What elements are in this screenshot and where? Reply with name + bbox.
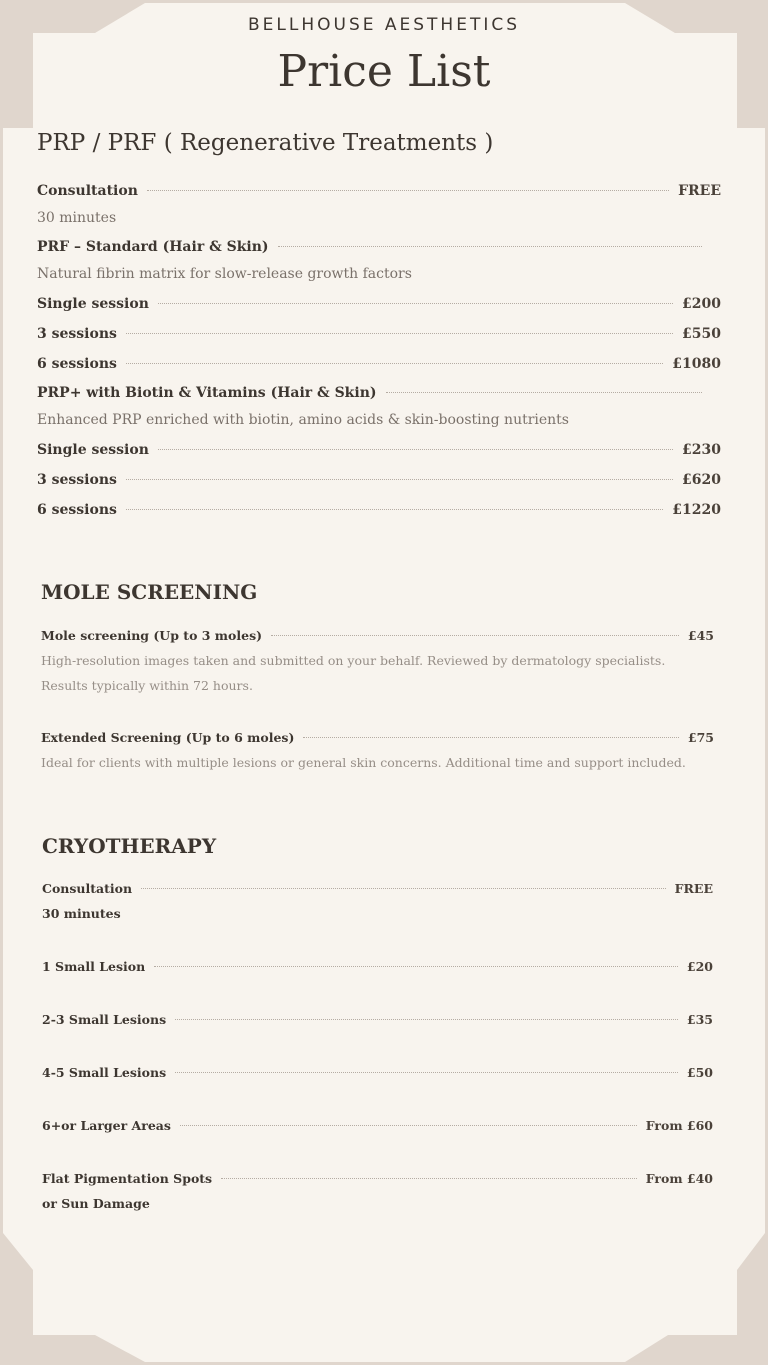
dotted-leader (175, 1072, 678, 1073)
price-row-prp-plus (37, 385, 711, 401)
dotted-leader (154, 966, 678, 967)
item-name: Consultation (42, 881, 133, 896)
item-name: PRP+ with Biotin & Vitamins (Hair & Skin) (37, 385, 377, 401)
page-title: Price List (277, 46, 491, 97)
item-description: Enhanced PRP enriched with biotin, amino acids & skin-boosting nutrients (37, 412, 569, 428)
dotted-leader (175, 1019, 678, 1020)
item-price: From £60 (645, 1118, 713, 1133)
section-title-cryo: CRYOTHERAPY (42, 834, 217, 858)
item-price: £50 (686, 1065, 713, 1080)
price-row-cryo-1 (42, 959, 713, 974)
dotted-leader (126, 509, 663, 510)
section-title-prp: PRP / PRF ( Regenerative Treatments ) (37, 130, 494, 156)
item-name: 3 sessions (37, 472, 117, 488)
price-row-prp-consultation (37, 183, 721, 199)
item-price: £1220 (672, 502, 721, 518)
item-price: FREE (678, 183, 721, 199)
dotted-leader (126, 479, 673, 480)
price-row-prf-3 (37, 326, 721, 342)
item-description: Natural fibrin matrix for slow-release growth factors (37, 266, 412, 282)
item-price: £1080 (672, 356, 721, 372)
item-name: 6+or Larger Areas (42, 1118, 171, 1133)
item-name: 4-5 Small Lesions (42, 1065, 167, 1080)
item-price: £35 (686, 1012, 713, 1027)
price-row-cryo-6plus (42, 1118, 713, 1133)
item-price: £550 (682, 326, 721, 342)
item-note: 30 minutes (42, 906, 121, 921)
item-price: £230 (682, 442, 721, 458)
item-name: 6 sessions (37, 502, 117, 518)
dotted-leader (278, 246, 702, 247)
price-row-prp-6 (37, 502, 721, 518)
brand-name: BELLHOUSE AESTHETICS (247, 15, 521, 35)
item-name: PRF – Standard (Hair & Skin) (37, 239, 269, 255)
item-name-continued: or Sun Damage (42, 1196, 150, 1211)
price-row-prf-single (37, 296, 721, 312)
price-row-prp-single (37, 442, 721, 458)
item-price: £620 (682, 472, 721, 488)
item-name: Extended Screening (Up to 6 moles) (41, 730, 295, 745)
dotted-leader (180, 1125, 637, 1126)
price-row-cryo-2-3 (42, 1012, 713, 1027)
dotted-leader (126, 363, 663, 364)
item-name: 3 sessions (37, 326, 117, 342)
dotted-leader (221, 1178, 637, 1179)
price-row-prp-3 (37, 472, 721, 488)
dotted-leader (303, 737, 679, 738)
dotted-leader (158, 303, 673, 304)
item-price: £20 (686, 959, 713, 974)
price-row-mole-6 (41, 730, 714, 745)
price-row-cryo-consultation (42, 881, 713, 896)
item-price: FREE (674, 881, 713, 896)
item-price: £75 (687, 730, 714, 745)
item-name: 2-3 Small Lesions (42, 1012, 167, 1027)
item-name: Consultation (37, 183, 138, 199)
item-description: Ideal for clients with multiple lesions or general skin concerns. Additional time and support included. (41, 755, 686, 770)
dotted-leader (141, 888, 666, 889)
dotted-leader (271, 635, 679, 636)
section-title-mole: MOLE SCREENING (41, 580, 258, 604)
item-price: £45 (687, 628, 714, 643)
item-name: 1 Small Lesion (42, 959, 146, 974)
dotted-leader (147, 190, 669, 191)
item-name: Single session (37, 296, 149, 312)
price-row-mole-3 (41, 628, 714, 643)
item-name: Flat Pigmentation Spots (42, 1171, 213, 1186)
dotted-leader (158, 449, 673, 450)
item-price: From £40 (645, 1171, 713, 1186)
price-row-cryo-pigmentation (42, 1171, 713, 1186)
item-name: Single session (37, 442, 149, 458)
price-row-prf-6 (37, 356, 721, 372)
dotted-leader (386, 392, 703, 393)
dotted-leader (126, 333, 673, 334)
item-name: Mole screening (Up to 3 moles) (41, 628, 263, 643)
item-note: 30 minutes (37, 210, 117, 226)
item-description: High-resolution images taken and submitted on your behalf. Reviewed by dermatology specialists. Results typically within 72 hours. (41, 653, 666, 693)
item-price: £200 (682, 296, 721, 312)
item-name: 6 sessions (37, 356, 117, 372)
price-row-cryo-4-5 (42, 1065, 713, 1080)
price-row-prf-standard (37, 239, 711, 255)
